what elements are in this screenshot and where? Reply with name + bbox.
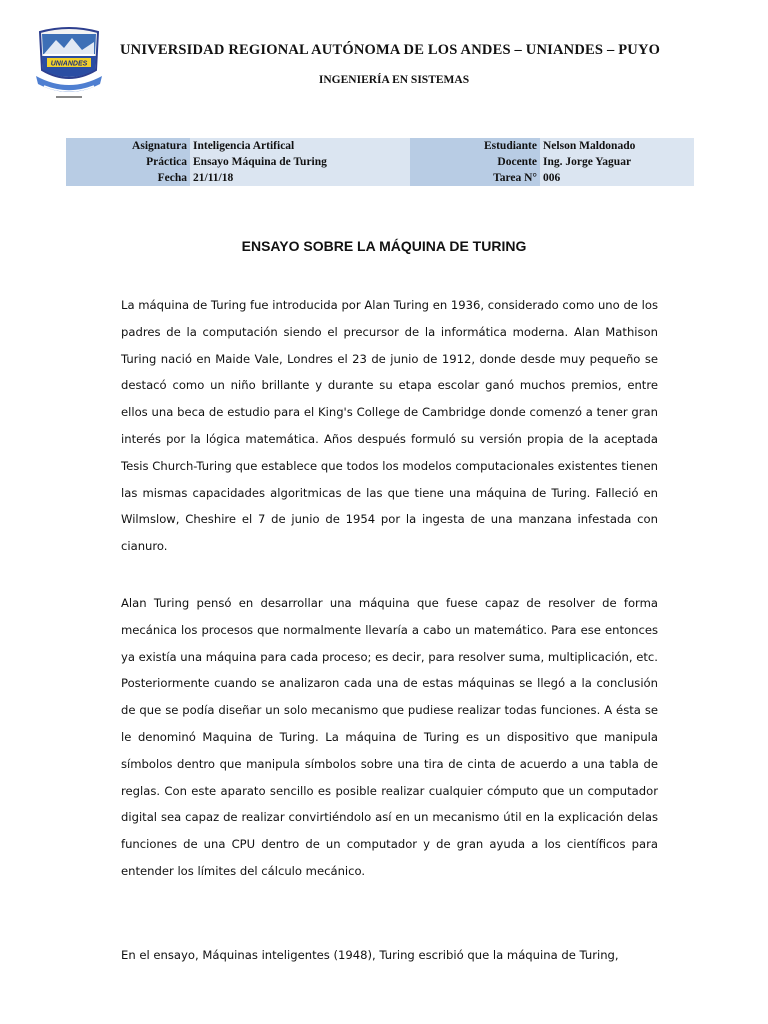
essay-paragraph-2: Alan Turing pensó en desarrollar una máquina que fuese capaz de resolver de forma mecánica los procesos que normalmente llevaría a cabo un matemático. Para ese entonces ya existía una máquina para cada proceso; es decir, para resolver suma, multiplicación, etc. Posteriormente cuando se analizaron cada una de estas máquinas se llegó a la conclusión de que se podía diseñar un solo mecanismo que pudiese realizar todas funciones. A ésta se le denominó Maquina de Turing. La máquina de Turing es un dispositivo que manipula símbolos dentro que manipula símbolos sobre una tira de cinta de acuerdo a una tabla de reglas. Con este aparato sencillo es posible realizar cualquier cómputo que un computador digital sea capaz de realizar convirtiéndolo así en un mecanismo útil en la explicación delas funciones de una CPU dentro de un computador y de gran ayuda a los científicos para entender los límites del cálculo mecánico. (121, 596, 658, 878)
essay-paragraph-3: En el ensayo, Máquinas inteligentes (1948), Turing escribió que la máquina de Turing, (121, 948, 619, 962)
value-student: Nelson Maldonado (540, 138, 694, 154)
essay-title: ENSAYO SOBRE LA MÁQUINA DE TURING (241, 238, 527, 254)
value-date: 21/11/18 (190, 170, 410, 186)
label-teacher: Docente (410, 154, 540, 170)
label-date: Fecha (66, 170, 190, 186)
logo-text: UNIANDES (50, 60, 88, 68)
info-table (66, 138, 694, 186)
info-row (66, 170, 694, 186)
label-student: Estudiante (410, 138, 540, 154)
value-subject: Inteligencia Artifical (190, 138, 410, 154)
value-practice: Ensayo Máquina de Turing (190, 154, 410, 170)
essay-paragraph-1: La máquina de Turing fue introducida por Alan Turing en 1936, considerado como uno de los padres de la computación siendo el precursor de la informática moderna. Alan Mathison Turing nació en Maide Vale, Londres el 23 de junio de 1912, donde desde muy pequeño se destacó como un niño brillante y durante su etapa escolar ganó muchos premios, entre ellos una beca de estudio para el King's College de Cambridge donde comenzó a tener gran interés por la lógica matemática. Años después formuló su versión propia de la aceptada Tesis Church-Turing que establece que todos los modelos computacionales existentes tienen las mismas capacidades algoritmicas de las que tiene una máquina de Turing. Falleció en Wilmslow, Cheshire el 7 de junio de 1954 por la ingesta de una manzana infestada con cianuro. (121, 298, 658, 554)
university-title: UNIVERSIDAD REGIONAL AUTÓNOMA DE LOS ANDES – UNIANDES – PUYO (120, 42, 661, 58)
info-row (66, 154, 694, 170)
career-title (0, 74, 768, 86)
value-task: 006 (540, 170, 694, 186)
university-logo (34, 24, 104, 104)
value-teacher: Ing. Jorge Yaguar (540, 154, 694, 170)
career-label: INGENIERÍA EN SISTEMAS (318, 74, 470, 86)
info-row (66, 138, 694, 154)
label-practice: Práctica (66, 154, 190, 170)
label-task: Tarea N° (410, 170, 540, 186)
label-subject: Asignatura (66, 138, 190, 154)
